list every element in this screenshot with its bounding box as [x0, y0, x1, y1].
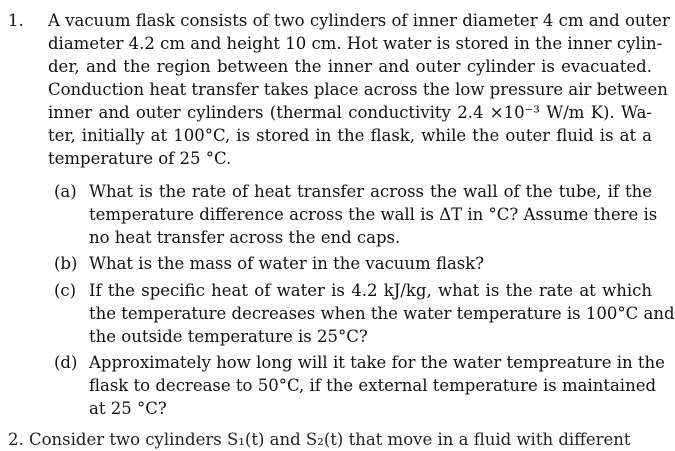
part-c-line: If the specific heat of water is 4.2 kJ/kg, what is the rate at which [89, 281, 652, 300]
problem-number: 1. [8, 11, 24, 30]
intro-line: ter, initially at 100°C, is stored in the flask, while the outer fluid is at a [48, 126, 652, 145]
part-a-line: What is the rate of heat transfer across the wall of the tube, if the [89, 182, 652, 201]
part-a-line: temperature difference across the wall is ΔT in °C? Assume there is [89, 205, 658, 224]
intro-line: inner and outer cylinders (thermal conductivity 2.4 ×10⁻³ W/m K). Wa- [48, 103, 652, 122]
part-a-line: no heat transfer across the end caps. [89, 228, 401, 247]
intro-line: A vacuum flask consists of two cylinders of inner diameter 4 cm and outer [48, 11, 670, 30]
part-a-label: (a) [54, 182, 77, 201]
part-b-label: (b) [54, 254, 78, 273]
part-c-line: the outside temperature is 25°C? [89, 327, 368, 346]
part-d-line: Approximately how long will it take for the water tempreature in the [89, 353, 665, 372]
next-problem-text: 2. Consider two cylinders S₁(t) and S₂(t) that move in a fluid with different [8, 430, 631, 449]
part-d-label: (d) [54, 353, 78, 372]
intro-line: Conduction heat transfer takes place across the low pressure air between [48, 80, 668, 99]
part-b-line: What is the mass of water in the vacuum flask? [89, 254, 485, 273]
part-d-line: flask to decrease to 50°C, if the external temperature is maintained [89, 376, 657, 395]
intro-line: temperature of 25 °C. [48, 149, 232, 168]
part-c-label: (c) [54, 281, 77, 300]
intro-line: diameter 4.2 cm and height 10 cm. Hot water is stored in the inner cylin- [48, 34, 663, 53]
next-problem-partial [8, 424, 668, 449]
part-d-line: at 25 °C? [89, 399, 167, 418]
intro-line: der, and the region between the inner and outer cylinder is evacuated. [48, 57, 652, 76]
part-c-line: the temperature decreases when the water temperature is 100°C and [89, 304, 675, 323]
